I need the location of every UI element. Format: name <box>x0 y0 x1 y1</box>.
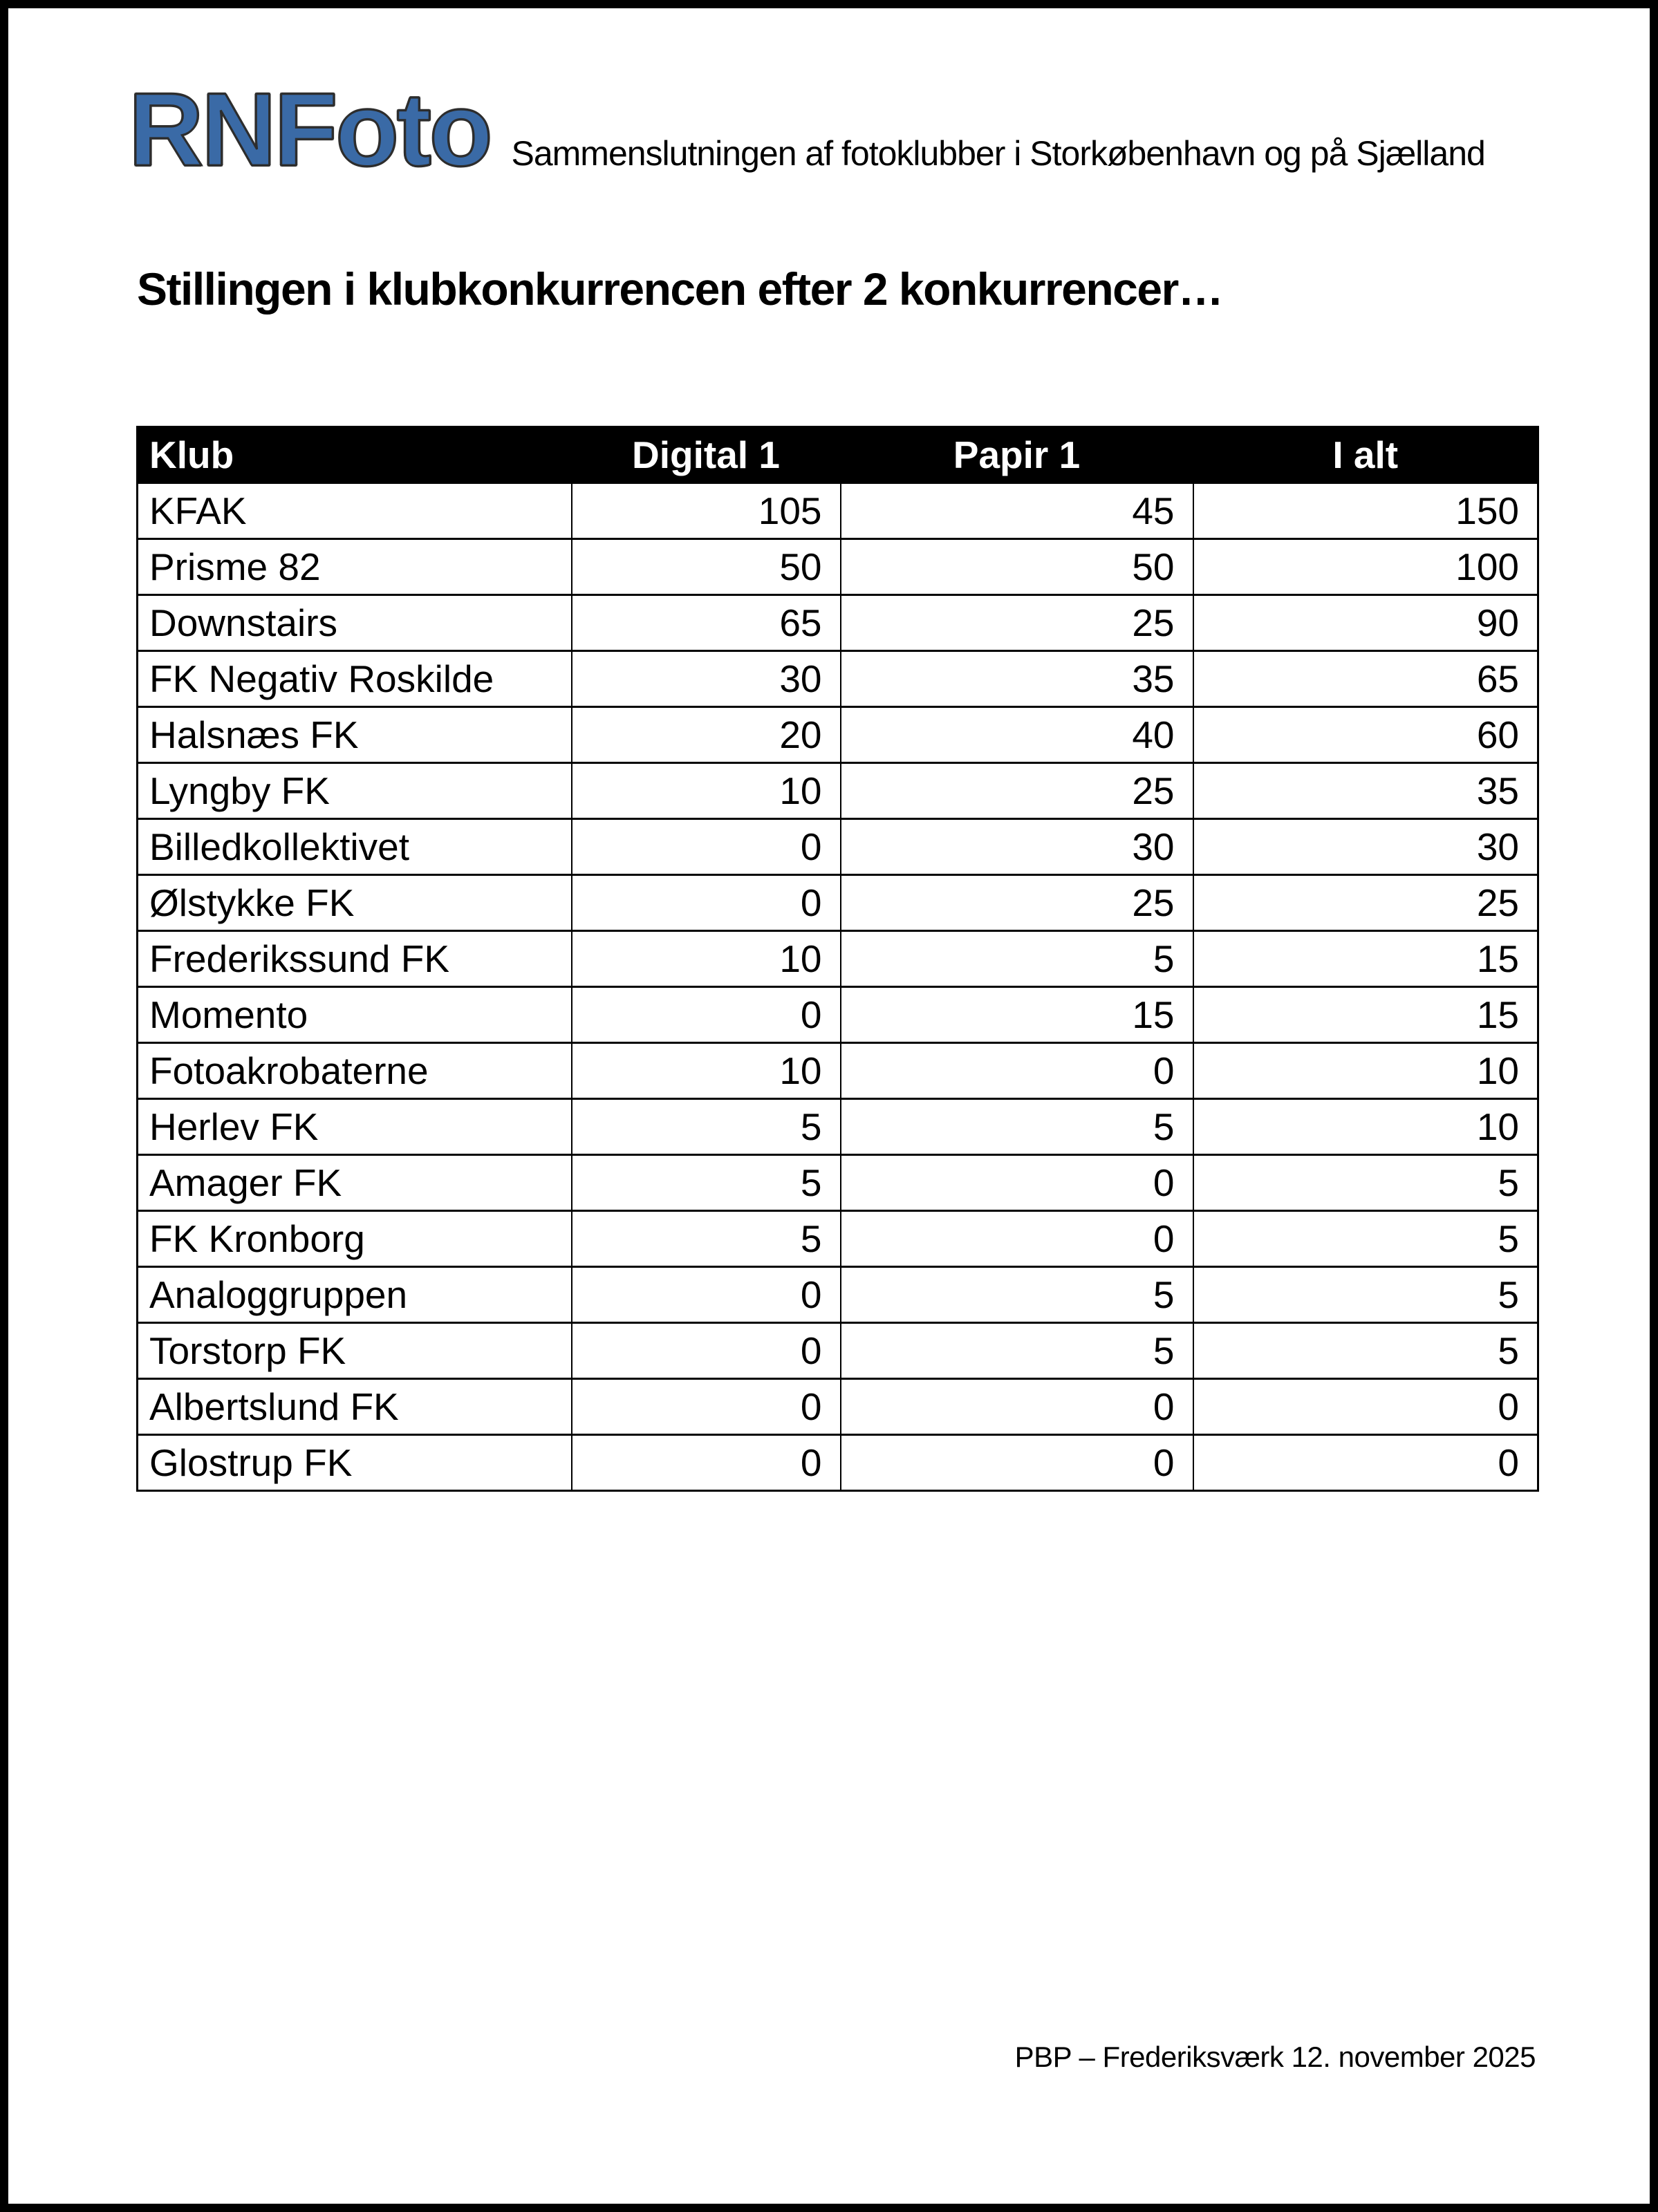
papir1-cell: 25 <box>841 763 1193 819</box>
club-name-cell: Amager FK <box>138 1155 572 1211</box>
club-name-cell: Billedkollektivet <box>138 819 572 875</box>
digital1-cell: 10 <box>572 931 841 987</box>
digital1-cell: 0 <box>572 1323 841 1379</box>
ialt-cell: 65 <box>1193 651 1538 707</box>
digital1-cell: 50 <box>572 539 841 595</box>
ialt-cell: 5 <box>1193 1211 1538 1267</box>
table-row <box>138 987 1538 1043</box>
papir1-cell: 50 <box>841 539 1193 595</box>
club-name-cell: Prisme 82 <box>138 539 572 595</box>
table-row <box>138 875 1538 931</box>
ialt-cell: 0 <box>1193 1379 1538 1435</box>
table-row <box>138 1267 1538 1323</box>
ialt-cell: 5 <box>1193 1267 1538 1323</box>
papir1-cell: 0 <box>841 1043 1193 1099</box>
club-name-cell: Fotoakrobaterne <box>138 1043 572 1099</box>
papir1-cell: 5 <box>841 1099 1193 1155</box>
papir1-cell: 0 <box>841 1435 1193 1491</box>
rnfoto-logo: RNFoto <box>129 71 491 187</box>
digital1-cell: 65 <box>572 595 841 651</box>
ialt-cell: 25 <box>1193 875 1538 931</box>
table-row <box>138 931 1538 987</box>
ialt-cell: 0 <box>1193 1435 1538 1491</box>
papir1-cell: 0 <box>841 1211 1193 1267</box>
table-row <box>138 1211 1538 1267</box>
papir1-cell: 30 <box>841 819 1193 875</box>
club-name-cell: Lyngby FK <box>138 763 572 819</box>
digital1-cell: 10 <box>572 763 841 819</box>
column-header-papir1: Papir 1 <box>841 427 1193 483</box>
ialt-cell: 35 <box>1193 763 1538 819</box>
table-header-row <box>138 427 1538 483</box>
digital1-cell: 0 <box>572 1379 841 1435</box>
papir1-cell: 45 <box>841 483 1193 539</box>
ialt-cell: 100 <box>1193 539 1538 595</box>
table-row <box>138 1379 1538 1435</box>
digital1-cell: 10 <box>572 1043 841 1099</box>
logo-tagline: Sammenslutningen af fotoklubber i Storkøbenhavn og på Sjælland <box>511 134 1485 173</box>
digital1-cell: 5 <box>572 1211 841 1267</box>
page-title: Stillingen i klubkonkurrencen efter 2 konkurrencer… <box>137 263 1223 315</box>
club-name-cell: Herlev FK <box>138 1099 572 1155</box>
digital1-cell: 0 <box>572 1435 841 1491</box>
club-name-cell: Albertslund FK <box>138 1379 572 1435</box>
ialt-cell: 30 <box>1193 819 1538 875</box>
ialt-cell: 5 <box>1193 1323 1538 1379</box>
footer-credit: PBP – Frederiksværk 12. november 2025 <box>1014 2041 1536 2073</box>
column-header-digital1: Digital 1 <box>572 427 841 483</box>
table-row <box>138 707 1538 763</box>
digital1-cell: 30 <box>572 651 841 707</box>
club-name-cell: Analoggruppen <box>138 1267 572 1323</box>
papir1-cell: 5 <box>841 1267 1193 1323</box>
digital1-cell: 5 <box>572 1155 841 1211</box>
papir1-cell: 5 <box>841 1323 1193 1379</box>
table-row <box>138 1435 1538 1491</box>
club-name-cell: Downstairs <box>138 595 572 651</box>
papir1-cell: 25 <box>841 875 1193 931</box>
papir1-cell: 0 <box>841 1379 1193 1435</box>
papir1-cell: 40 <box>841 707 1193 763</box>
ialt-cell: 10 <box>1193 1043 1538 1099</box>
table-row <box>138 1323 1538 1379</box>
column-header-ialt: I alt <box>1193 427 1538 483</box>
digital1-cell: 0 <box>572 819 841 875</box>
table-row <box>138 539 1538 595</box>
ialt-cell: 15 <box>1193 931 1538 987</box>
table-row <box>138 651 1538 707</box>
digital1-cell: 0 <box>572 987 841 1043</box>
digital1-cell: 0 <box>572 875 841 931</box>
club-name-cell: Glostrup FK <box>138 1435 572 1491</box>
results-table <box>136 426 1539 1492</box>
ialt-cell: 60 <box>1193 707 1538 763</box>
ialt-cell: 90 <box>1193 595 1538 651</box>
brand-header <box>129 71 1485 187</box>
club-name-cell: FK Kronborg <box>138 1211 572 1267</box>
club-name-cell: Momento <box>138 987 572 1043</box>
ialt-cell: 10 <box>1193 1099 1538 1155</box>
digital1-cell: 0 <box>572 1267 841 1323</box>
table-row <box>138 483 1538 539</box>
papir1-cell: 25 <box>841 595 1193 651</box>
table-row <box>138 595 1538 651</box>
digital1-cell: 5 <box>572 1099 841 1155</box>
club-name-cell: Ølstykke FK <box>138 875 572 931</box>
column-header-klub: Klub <box>138 427 572 483</box>
table-row <box>138 763 1538 819</box>
digital1-cell: 20 <box>572 707 841 763</box>
ialt-cell: 15 <box>1193 987 1538 1043</box>
papir1-cell: 15 <box>841 987 1193 1043</box>
table-row <box>138 819 1538 875</box>
papir1-cell: 35 <box>841 651 1193 707</box>
papir1-cell: 0 <box>841 1155 1193 1211</box>
club-name-cell: Frederikssund FK <box>138 931 572 987</box>
club-name-cell: Torstorp FK <box>138 1323 572 1379</box>
ialt-cell: 150 <box>1193 483 1538 539</box>
table-row <box>138 1099 1538 1155</box>
digital1-cell: 105 <box>572 483 841 539</box>
club-name-cell: Halsnæs FK <box>138 707 572 763</box>
club-name-cell: FK Negativ Roskilde <box>138 651 572 707</box>
club-name-cell: KFAK <box>138 483 572 539</box>
papir1-cell: 5 <box>841 931 1193 987</box>
table-row <box>138 1043 1538 1099</box>
ialt-cell: 5 <box>1193 1155 1538 1211</box>
table-row <box>138 1155 1538 1211</box>
